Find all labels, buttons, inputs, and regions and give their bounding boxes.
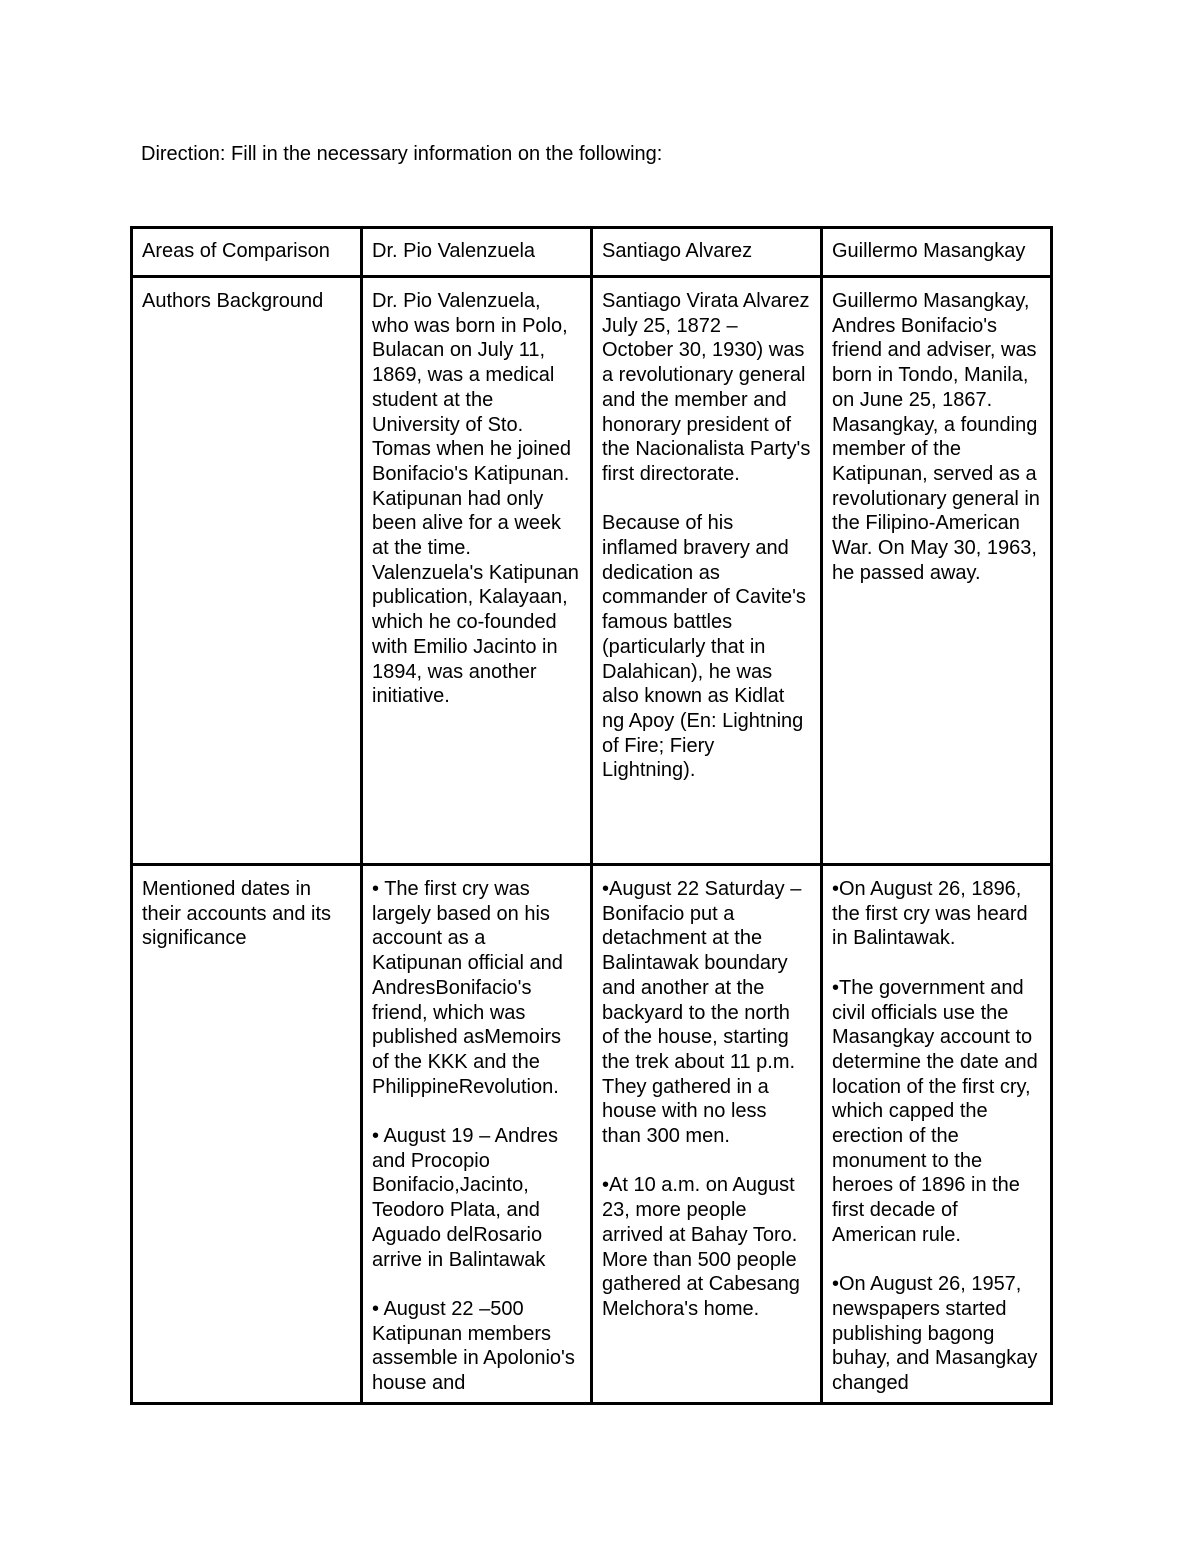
valenzuela-background-cell: [362, 277, 592, 865]
table-row: [132, 277, 1052, 865]
header-areas-of-comparison: Areas of Comparison: [132, 228, 362, 277]
row-label-mentioned-dates: Mentioned dates in their accounts and its significance: [132, 865, 362, 1404]
cell-paragraph: •On August 26, 1957, newspapers started publishing bagong buhay, and Masangkay changed: [832, 1273, 1038, 1395]
table-header-row: [132, 228, 1052, 277]
direction-text: Direction: Fill in the necessary information on the following:: [141, 143, 663, 165]
alvarez-dates-cell: [592, 865, 822, 1404]
masangkay-background-cell: [822, 277, 1052, 865]
comparison-table: [130, 226, 1053, 1405]
cell-paragraph: •August 22 Saturday – Bonifacio put a detachment at the Balintawak boundary and another at the backyard to the north of the house, starting the trek about 11 p.m.: [602, 878, 802, 1073]
valenzuela-dates-cell: [362, 865, 592, 1404]
header-masangkay: Guillermo Masangkay: [822, 228, 1052, 277]
cell-paragraph: •At 10 a.m. on August 23, more people arrived at Bahay Toro. More than 500 people gathered at Cabesang Melchora's home.: [602, 1174, 800, 1320]
cell-paragraph: They gathered in a house with no less than 300 men.: [602, 1075, 769, 1148]
cell-paragraph: • August 22 –500 Katipunan members assemble in Apolonio's house and: [372, 1297, 575, 1395]
cell-paragraph: • August 19 – Andres and Procopio Bonifacio,Jacinto, Teodoro Plata, and Aguado delRosario arrive in Balintawak: [372, 1125, 559, 1271]
alvarez-background-cell: [592, 277, 822, 865]
cell-paragraph: Guillermo Masangkay, Andres Bonifacio's friend and adviser, was born in Tondo, Manila, on June 25, 1867. Masangkay, a founding member of the Katipunan, served as a revolutionary general in the Filipino-American War. On May 30, 1963, he passed away.: [832, 290, 1040, 584]
row-label-authors-background: Authors Background: [132, 277, 362, 865]
cell-paragraph: Santiago Virata Alvarez July 25, 1872 – October 30, 1930) was a revolutionary general and the member and honorary president of the Nacionalista Party's first directorate.: [602, 290, 811, 485]
cell-paragraph: • The first cry was largely based on his account as a Katipunan official and AndresBonifacio's friend, which was published asMemoirs of the KKK and the PhilippineRevolution.: [372, 878, 563, 1098]
masangkay-dates-cell: [822, 865, 1052, 1404]
header-valenzuela: Dr. Pio Valenzuela: [362, 228, 592, 277]
table-row: [132, 865, 1052, 1404]
cell-paragraph: •The government and civil officials use the Masangkay account to determine the date and location of the first cry, which capped the erection of the monument to the heroes of 1896 in the first decade of American rule.: [832, 976, 1038, 1246]
cell-paragraph: Dr. Pio Valenzuela, who was born in Polo, Bulacan on July 11, 1869, was a medical student at the University of Sto. Tomas when he joined Bonifacio's Katipunan. Katipunan had only been alive for a week at the time. Valenzuela's Katipunan publication, Kalayaan, which he co-founded with Emilio Jacinto in 1894, was another initiative.: [372, 290, 579, 708]
cell-paragraph: Because of his inflamed bravery and dedication as commander of Cavite's famous battles (particularly that in Dalahican), he was also known as Kidlat ng Apoy (En: Lightning of Fire; Fiery Lightning).: [602, 512, 806, 782]
cell-paragraph: •On August 26, 1896, the first cry was heard in Balintawak.: [832, 878, 1028, 950]
header-alvarez: Santiago Alvarez: [592, 228, 822, 277]
